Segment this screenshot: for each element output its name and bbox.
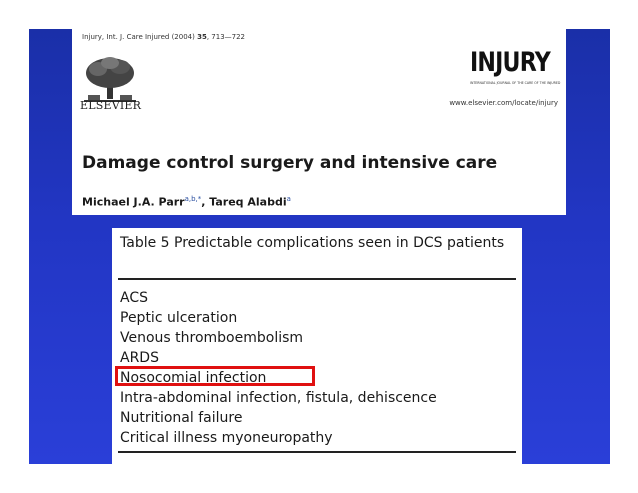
table-row-highlighted: Nosocomial infection [120,370,267,386]
author-name: , Tareq Alabdi [201,195,287,209]
citation-volume: 35 [197,33,207,41]
table-row: ARDS [120,350,159,366]
table-row: Peptic ulceration [120,310,238,326]
citation [82,33,245,41]
injury-logo-subtitle: INTERNATIONAL JOURNAL OF THE CARE OF THE INJURED [470,81,561,85]
table-row: Critical illness myoneuropathy [120,430,333,446]
table-row: Nutritional failure [120,410,243,426]
complications-table [112,228,522,464]
citation-journal: Injury, Int. J. Care Injured (2004) [82,33,195,41]
author-affiliation: a,b,* [184,195,202,203]
table-row: Venous thromboembolism [120,330,304,346]
table-row: ACS [120,290,148,306]
injury-logo-word: INJURY [470,47,550,78]
citation-pages: , 713—722 [206,33,246,41]
journal-url: www.elsevier.com/locate/injury [449,99,558,107]
table-divider-top [118,278,516,280]
authors [82,195,291,209]
author-name: Michael J.A. Parr [82,195,185,209]
highlight-box [115,366,315,386]
table-row: Intra-abdominal infection, fistula, dehiscence [120,390,437,406]
table-caption: Table 5 Predictable complications seen in DCS patients [120,235,505,251]
paper-title: Damage control surgery and intensive care [82,153,498,173]
table-divider-bottom [118,451,516,453]
author-affiliation: a [286,195,291,203]
publisher-name: ELSEVIER [80,99,142,112]
paper-header [72,29,566,215]
injury-journal-logo [470,39,560,95]
